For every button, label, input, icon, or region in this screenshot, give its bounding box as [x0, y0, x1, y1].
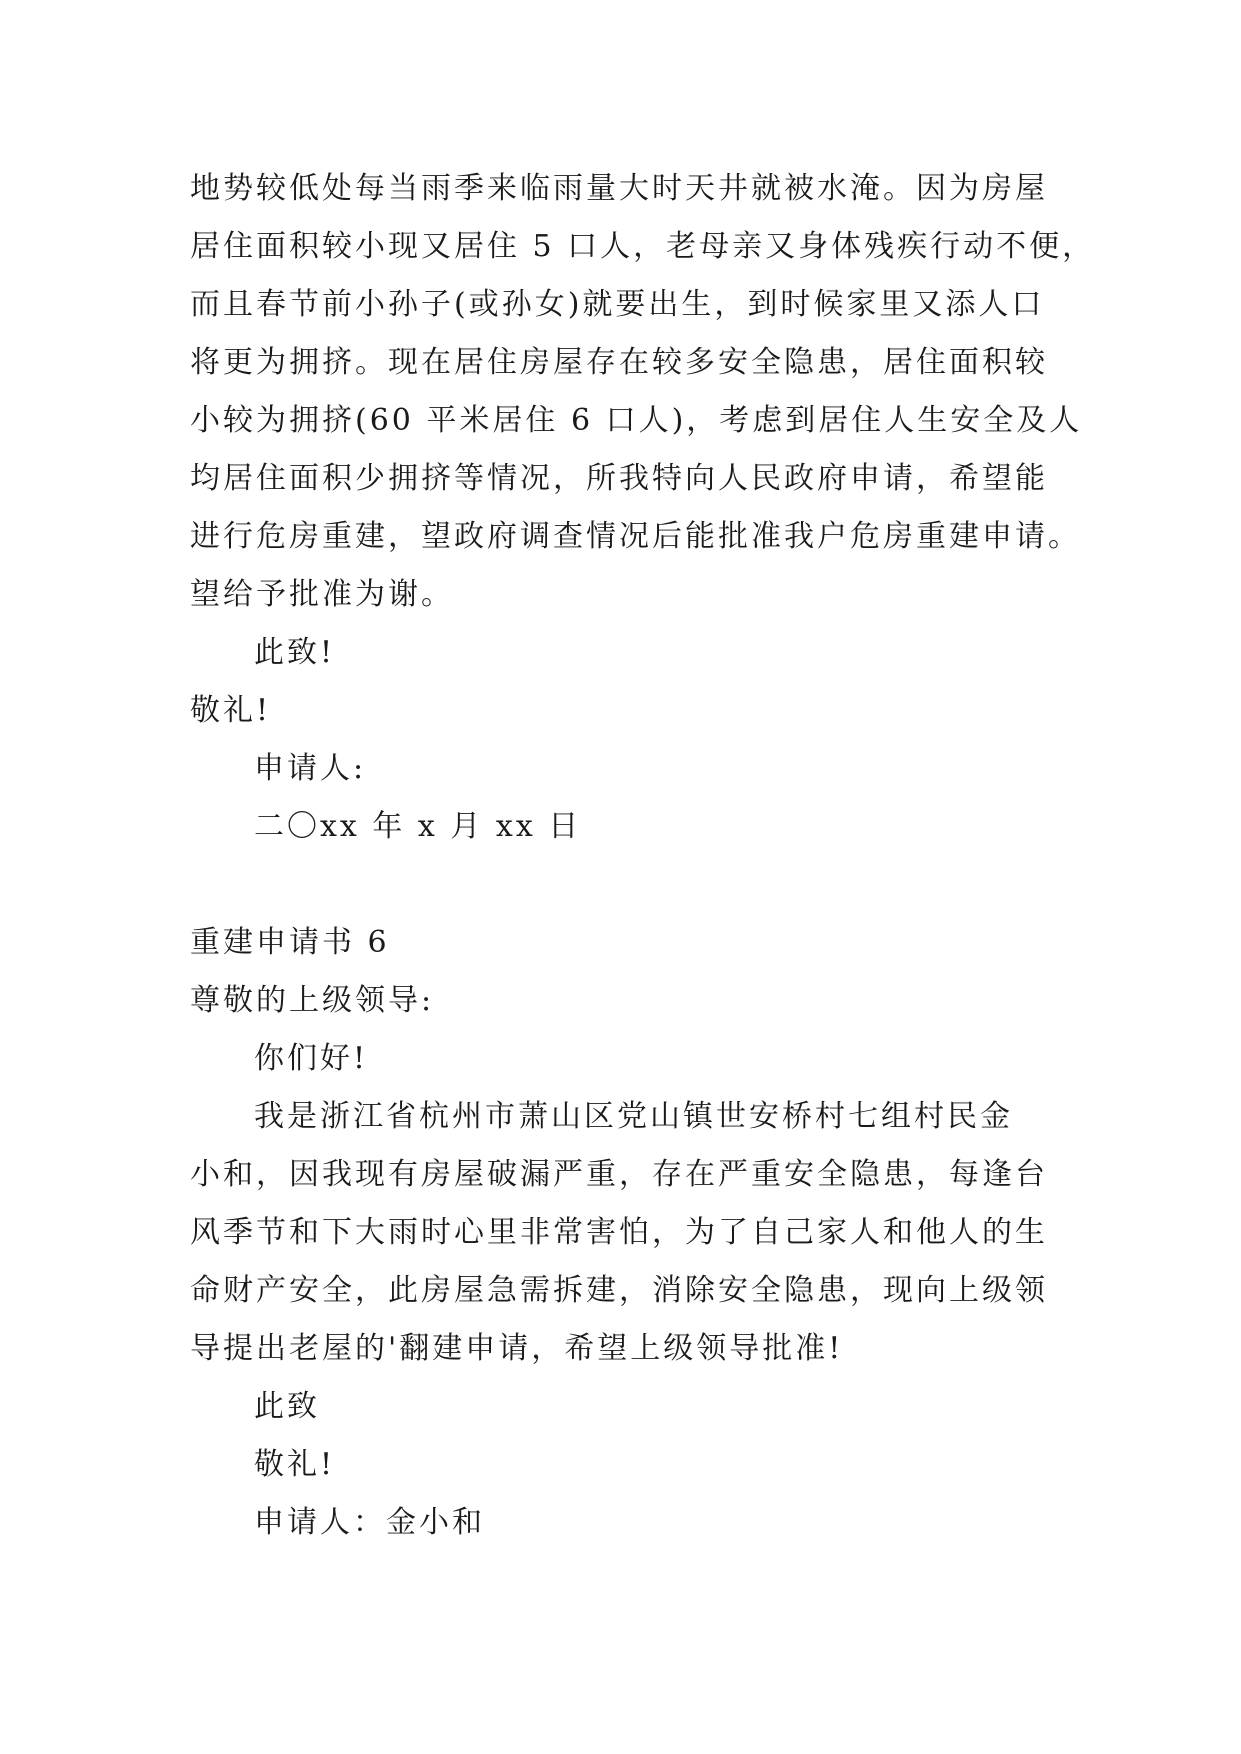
letter2-body-line-4: 命财产安全，此房屋急需拆建，消除安全隐患，现向上级领 — [190, 1273, 1048, 1308]
letter1-body-line-1: 地势较低处每当雨季来临雨量大时天井就被水淹。因为房屋 — [190, 171, 1048, 206]
letter1-body-line-6: 均居住面积少拥挤等情况，所我特向人民政府申请，希望能 — [190, 461, 1048, 496]
letter2-body-line-5: 导提出老屋的'翻建申请，希望上级领导批准! — [190, 1331, 844, 1366]
letter2-closing-regards: 此致 — [254, 1389, 320, 1424]
letter1-signature: 申请人: — [254, 751, 367, 786]
letter1-body-line-5: 小较为拥挤(60 平米居住 6 口人)，考虑到居住人生安全及人 — [190, 403, 1083, 438]
letter1-body-line-8: 望给予批准为谢。 — [190, 577, 454, 612]
letter1-closing-salute: 敬礼! — [190, 693, 272, 728]
letter2-title: 重建申请书 6 — [190, 925, 390, 960]
document-text — [190, 160, 1096, 1552]
letter1-body-line-2: 居住面积较小现又居住 5 口人，老母亲又身体残疾行动不便， — [190, 229, 1096, 264]
letter2-signature: 申请人：金小和 — [254, 1505, 485, 1540]
letter2-salutation: 尊敬的上级领导: — [190, 983, 435, 1018]
letter1-body-line-4: 将更为拥挤。现在居住房屋存在较多安全隐患，居住面积较 — [190, 345, 1048, 380]
letter2-greeting: 你们好! — [254, 1041, 369, 1076]
letter2-body-line-3: 风季节和下大雨时心里非常害怕，为了自己家人和他人的生 — [190, 1215, 1048, 1250]
letter1-closing-regards: 此致! — [254, 635, 336, 670]
letter1-body-line-3: 而且春节前小孙子(或孙女)就要出生，到时候家里又添人口 — [190, 287, 1045, 322]
section-spacer — [190, 856, 1060, 914]
letter1-date: 二〇xx 年 x 月 xx 日 — [254, 809, 582, 844]
letter1-body-line-7: 进行危房重建，望政府调查情况后能批准我户危房重建申请。 — [190, 519, 1081, 554]
letter2-body-line-2: 小和，因我现有房屋破漏严重，存在严重安全隐患，每逢台 — [190, 1157, 1048, 1192]
letter2-body-line-1: 我是浙江省杭州市萧山区党山镇世安桥村七组村民金 — [254, 1099, 1013, 1134]
letter2-closing-salute: 敬礼! — [254, 1447, 336, 1482]
